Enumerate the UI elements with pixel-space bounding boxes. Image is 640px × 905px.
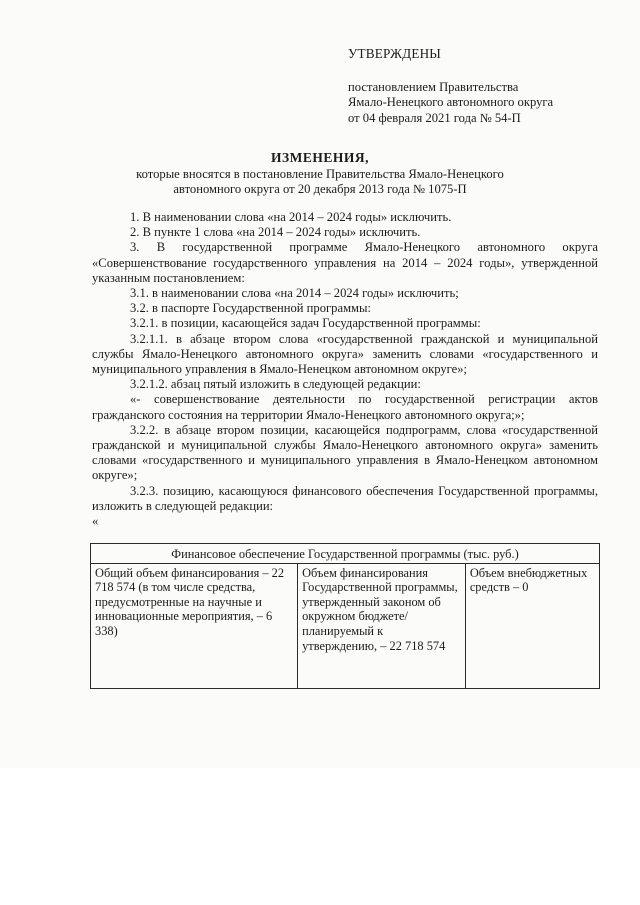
finance-total-cell: Общий объем финансирования – 22 718 574 (в том числе средства, предусмотренные на научные и инновационные мероприятия, – 6 338) xyxy=(91,563,298,688)
opening-quote: « xyxy=(92,514,99,529)
paragraph-3-2-1: 3.2.1. в позиции, касающейся задач Государственной программы: xyxy=(130,316,481,331)
finance-extrabudget-cell: Объем внебюджетных средств – 0 xyxy=(465,563,599,688)
paragraph-3-2-1-1: 3.2.1.1. в абзаце втором слова «государственной гражданской и муниципальной службы Ямало-Ненецкого автономного округа» заменить словами «государственного и муниципального управления в Ямало-Ненецком автономном округе»; xyxy=(92,331,598,377)
paragraph-3-2-1-2: 3.2.1.2. абзац пятый изложить в следующей редакции: xyxy=(130,377,421,392)
finance-table-header: Финансовое обеспечение Государственной программы (тыс. руб.) xyxy=(91,544,600,564)
title-subline: автономного округа от 20 декабря 2013 года № 1075-П xyxy=(173,182,467,197)
title-heading: ИЗМЕНЕНИЯ, xyxy=(270,150,369,165)
document-body xyxy=(92,210,598,529)
document-title xyxy=(90,150,550,198)
approval-line: от 04 февраля 2021 года № 54-П xyxy=(348,110,521,125)
paragraph-3-2-1-2-quote: «- совершенствование деятельности по государственной регистрации актов гражданского состояния на территории Ямало-Ненецкого автономного округа;»; xyxy=(92,392,598,422)
paragraph-3-2-3: 3.2.3. позицию, касающуюся финансового обеспечения Государственной программы, изложить в следующей редакции: xyxy=(92,483,598,513)
paragraph-3-2-2: 3.2.2. в абзаце втором позиции, касающейся подпрограмм, слова «государственной гражданской и муниципальной службы Ямало-Ненецкого автономного округа» заменить словами «государственного и муниципального управления в Ямало-Ненецком автономном округе»; xyxy=(92,422,598,483)
finance-table xyxy=(90,543,600,689)
paragraph-3: 3. В государственной программе Ямало-Ненецкого автономного округа «Совершенствование государственного управления на 2014 – 2024 годы», утвержденной указанным постановлением: xyxy=(92,240,598,285)
paragraph-3-1: 3.1. в наименовании слова «на 2014 – 2024 годы» исключить; xyxy=(130,286,459,301)
page-background xyxy=(0,768,640,905)
approval-line: Ямало-Ненецкого автономного округа xyxy=(348,95,554,110)
title-subline: которые вносятся в постановление Правительства Ямало-Ненецкого xyxy=(136,167,504,182)
approval-heading: УТВЕРЖДЕНЫ xyxy=(348,46,442,61)
table-row xyxy=(91,563,600,688)
paragraph-3-2: 3.2. в паспорте Государственной программы: xyxy=(130,301,371,316)
paragraph-1: 1. В наименовании слова «на 2014 – 2024 годы» исключить. xyxy=(130,210,452,224)
paragraph-2: 2. В пункте 1 слова «на 2014 – 2024 годы» исключить. xyxy=(130,225,421,240)
approval-line: постановлением Правительства xyxy=(348,80,519,95)
approval-block xyxy=(348,46,608,126)
finance-budget-cell: Объем финансирования Государственной программы, утвержденный законом об окружном бюджете/ планируемый к утверждению, – 22 718 574 xyxy=(298,563,466,688)
